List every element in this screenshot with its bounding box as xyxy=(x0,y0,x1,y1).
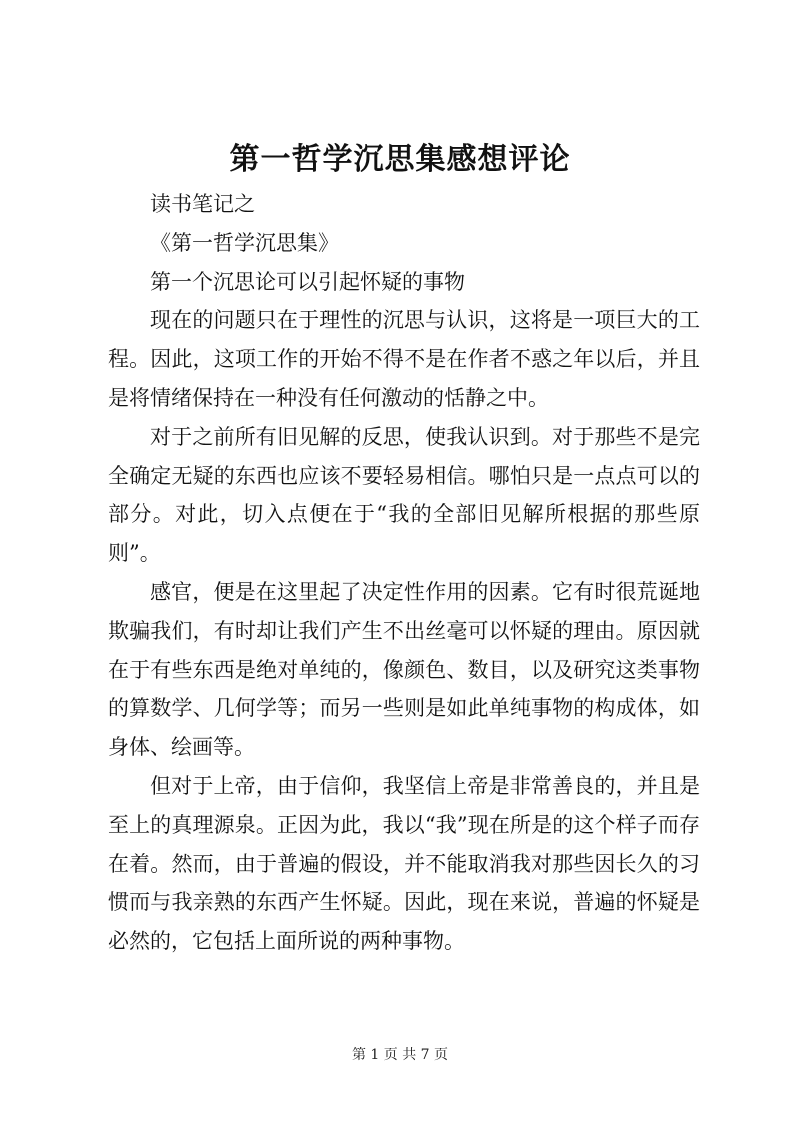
page-title: 第一哲学沉思集感想评论 xyxy=(229,142,571,177)
paragraph-body: 对于之前所有旧见解的反思，使我认识到。对于那些不是完全确定无疑的东西也应该不要轻易相信。哪怕只是一点点可以的部分。对此，切入点便在于“我的全部旧见解所根据的那些原则”。 xyxy=(108,424,700,566)
paragraph-body: 现在的问题只在于理性的沉思与认识，这将是一项巨大的工程。因此，这项工作的开始不得不是在作者不惑之年以后，并且是将情绪保持在一种没有任何激动的恬静之中。 xyxy=(108,308,700,410)
paragraph-first-meditation-heading: 第一个沉思论可以引起怀疑的事物 xyxy=(150,269,465,294)
page-number-footer: 第 1 页 共 7 页 xyxy=(351,1047,449,1063)
paragraph-reading-notes: 读书笔记之 xyxy=(150,192,255,216)
paragraph-body: 感官，便是在这里起了决定性作用的因素。它有时很荒诞地欺骗我们，有时却让我们产生不出丝毫可以怀疑的理由。原因就在于有些东西是绝对单纯的，像颜色、数目，以及研究这类事物的算数学、几何学等；而另一些则是如此单纯事物的构成体，如身体、绘画等。 xyxy=(108,579,700,760)
paragraph-body: 但对于上帝，由于信仰，我坚信上帝是非常善良的，并且是至上的真理源泉。正因为此，我以“我”现在所是的这个样子而存在着。然而，由于普遍的假设，并不能取消我对那些因长久的习惯而与我亲熟的东西产生怀疑。因此，现在来说，普遍的怀疑是必然的，它包括上面所说的两种事物。 xyxy=(108,773,700,954)
document-body xyxy=(108,185,700,961)
paragraph-book-title: 《第一哲学沉思集》 xyxy=(150,230,339,255)
